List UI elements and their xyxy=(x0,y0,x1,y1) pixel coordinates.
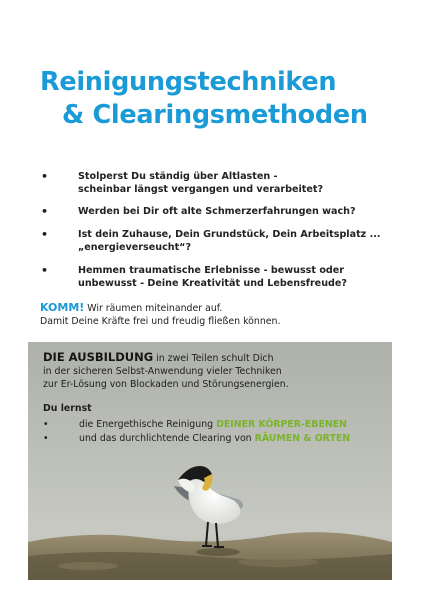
bullet-icon: • xyxy=(41,228,49,241)
question-list xyxy=(40,170,390,290)
highlight-text: DEINER KÖRPER-EBENEN xyxy=(216,419,347,430)
bullet-icon: • xyxy=(43,432,49,444)
bullet-icon: • xyxy=(41,264,49,277)
bullet-icon: • xyxy=(43,419,49,430)
list-item: • die Energethische Reinigung DEINER KÖRPER-EBENEN xyxy=(43,419,347,430)
highlight-text: RÄUMEN & ORTEN xyxy=(254,432,351,444)
bullet-icon: • xyxy=(41,205,49,218)
list-item: • Hemmen traumatische Erlebnisse - bewusst oder unbewusst - Deine Kreativität und Lebensfreude? xyxy=(41,264,347,289)
page-title xyxy=(40,66,368,132)
title-line-1: Reinigungstechniken xyxy=(40,67,337,97)
title-line-2: & Clearingsmethoden xyxy=(62,100,368,130)
komm-keyword: KOMM! xyxy=(40,301,85,314)
list-item: • Ist dein Zuhause, Dein Grundstück, Dein Arbeitsplatz ... „energieverseucht“? xyxy=(41,228,381,253)
list-item: • und das durchlichtende Clearing von RÄUMEN & ORTEN xyxy=(43,432,351,444)
list-item: • Werden bei Dir oft alte Schmerzerfahrungen wach? xyxy=(41,205,356,218)
komm-paragraph: KOMM! Wir räumen miteinander auf. Damit Deine Kräfte frei und freudig fließen können. xyxy=(40,301,281,327)
bullet-icon: • xyxy=(41,170,49,183)
learn-list xyxy=(43,418,350,445)
ausbildung-paragraph: DIE AUSBILDUNG in zwei Teilen schult Dich in der sicheren Selbst-Anwendung vieler Techniken zur Er-Lösung von Blockaden und Störungsenergien. xyxy=(43,350,289,390)
du-lernst-heading: Du lernst xyxy=(43,403,92,414)
list-item: • Stolperst Du ständig über Altlasten - scheinbar längst vergangen und verarbeitet? xyxy=(41,170,324,195)
ausbildung-heading: DIE AUSBILDUNG xyxy=(43,350,154,364)
